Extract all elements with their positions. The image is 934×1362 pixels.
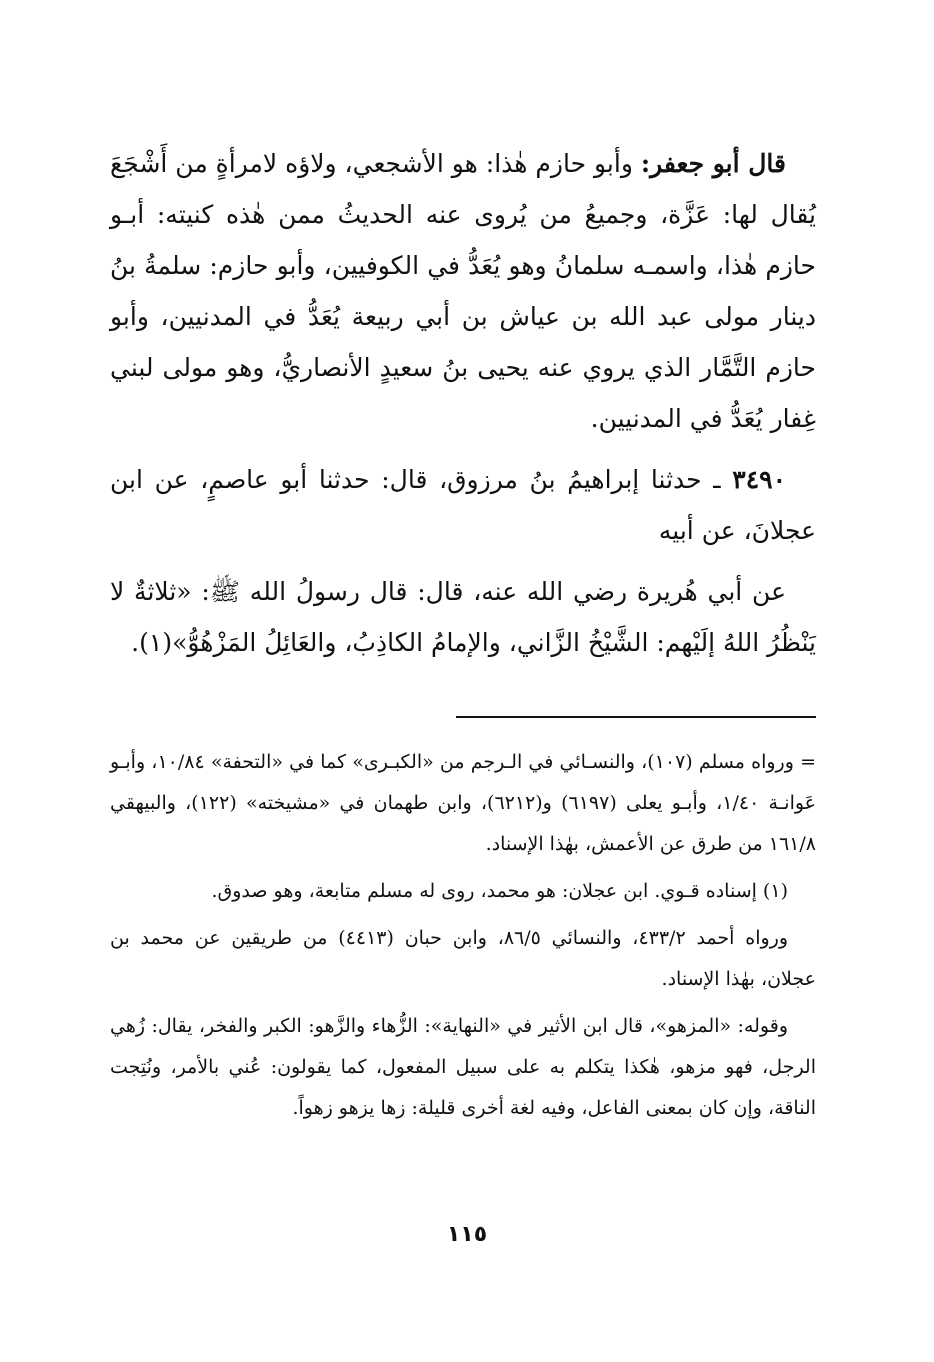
footnote-continuation: = ورواه مسلم (١٠٧)، والنسـائي في الـرجم من «الكبـرى» كما في «التحفة» ١٠/٨٤، وأبـو عَوانـة ١/٤٠، وأبـو يعلى (٦١٩٧) و(٦٢١٢)، وابن طهمان في «مشيخته» (١٢٢)، والبيهقي ١٦١/٨ من طرق عن الأعمش، بهٰذا الإسناد.: [110, 751, 816, 855]
main-text: [110, 138, 816, 668]
paragraph-matn: عن أبي هُريرة رضي الله عنه، قال: قال رسولُ الله ﷺ: «ثلاثةٌ لا يَنْظُرُ اللهُ إلَيْهم: الشَّيْخُ الزَّاني، والإمامُ الكاذِبُ، والعَائِلُ المَزْهُوُّ»(١).: [110, 577, 816, 657]
page-number: ١١٥: [446, 1222, 488, 1247]
footnote-1-takhrij: ورواه أحمد ٤٣٣/٢، والنسائي ٨٦/٥، وابن حبان (٤٤١٣) من طريقين عن محمد بن عجلان، بهٰذا الإسناد.: [110, 927, 816, 990]
isnad-text: ـ حدثنا إبراهيمُ بنُ مرزوق، قال: حدثنا أبو عاصمٍ، عن ابن عجلانَ، عن أبيه: [110, 465, 816, 545]
footnote-divider: [456, 716, 816, 718]
paragraph-commentary: [110, 138, 816, 444]
page-content: [110, 138, 816, 1129]
footnote-1: (١) إسناده قـوي. ابن عجلان: هو محمد، روى له مسلم متابعة، وهو صدوق.: [211, 880, 788, 902]
footnotes: [110, 742, 816, 1129]
hadith-number: ٣٤٩٠: [732, 465, 786, 494]
paragraph-body: وأبو حازم هٰذا: هو الأشجعي، ولاؤه لامرأةٍ من أَشْجَعَ يُقال لها: عَزَّة، وجميعُ من يُروى عنه الحديثُ ممن هٰذه كنيته: أبـو حازم هٰذا، واسمـه سلمانُ وهو يُعَدُّ في الكوفيين، وأبو حازم: سلمةُ بنُ دينار مولى عبد الله بن عياش بن أبي ربيعة يُعَدُّ في المدنيين، وأبو حازم التَّمَّار الذي يروي عنه يحيى بنُ سعيدٍ الأنصاريُّ، وهو مولى لبني غِفار يُعَدُّ في المدنيين.: [110, 149, 816, 433]
paragraph-isnad: [110, 454, 816, 556]
paragraph-lead: قال أبو جعفر:: [640, 149, 786, 178]
footnote-1-gloss: وقوله: «المزهو»، قال ابن الأثير في «النهاية»: الزُّهاء والزَّهو: الكبر والفخر، يقال: زُهي الرجل، فهو مزهو، هٰكذا يتكلم به على سبيل المفعول، كما يقولون: عُني بالأمر، ونُتِجت الناقة، وإن كان بمعنى الفاعل، وفيه لغة أخرى قليلة: زها يزهو زهواً.: [110, 1015, 816, 1119]
